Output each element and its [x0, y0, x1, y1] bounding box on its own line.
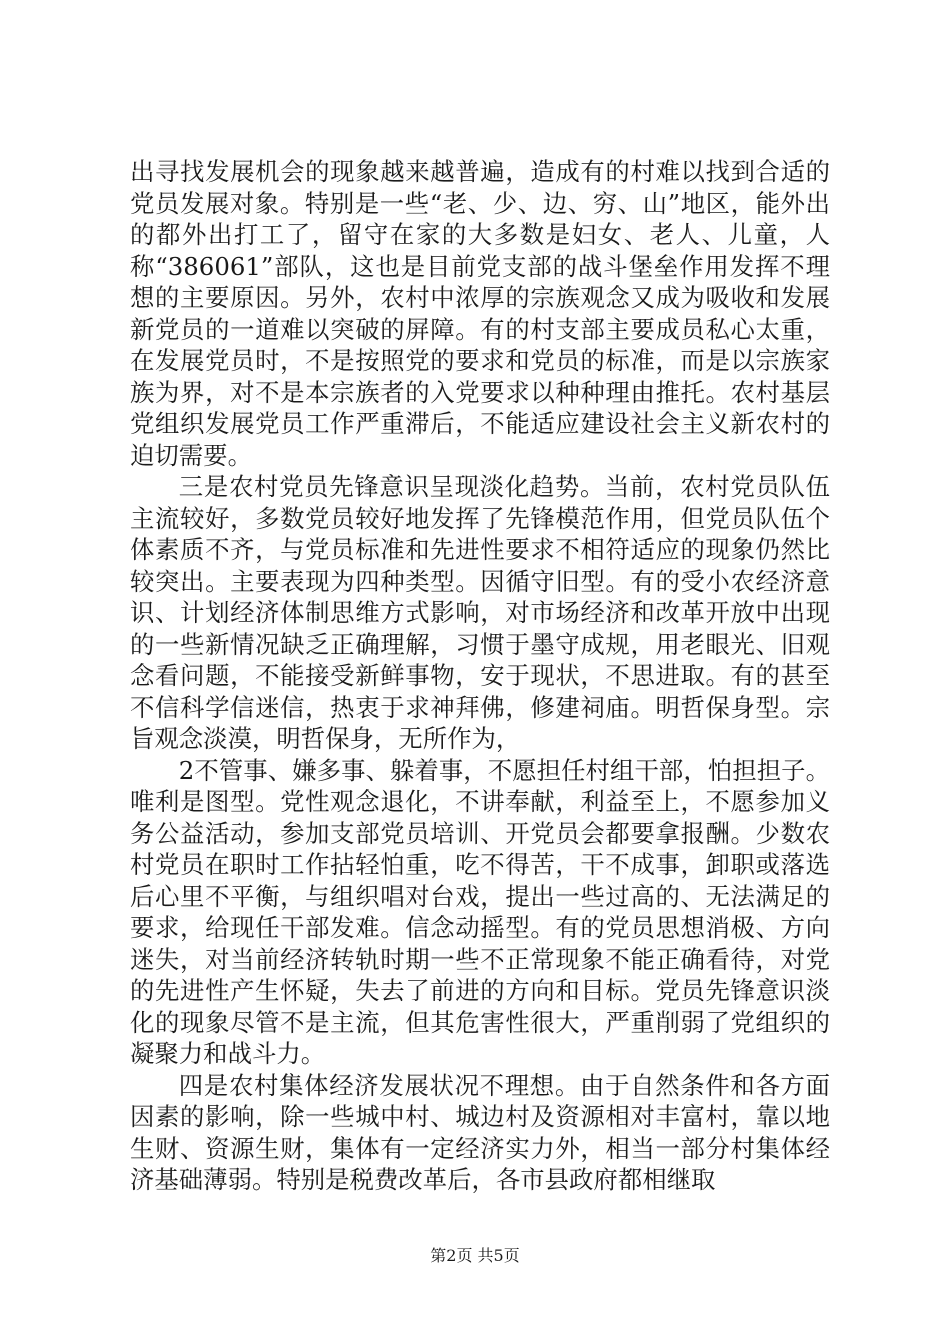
page-number-footer: 第2页 共5页 — [430, 1246, 520, 1265]
document-body — [130, 156, 830, 1196]
paragraph-member-types: 2不管事、嫌多事、躲着事，不愿担任村组干部，怕担担子。唯利是图型。党性观念退化，不讲奉献，利益至上，不愿参加义务公益活动，参加支部党员培训、开党员会都要拿报酬。少数农村党员在职时工作拈轻怕重，吃不得苦，干不成事，卸职或落选后心里不平衡，与组织唱对台戏，提出一些过高的、无法满足的要求，给现任干部发难。信念动摇型。有的党员思想消极、方向迷失，对当前经济转轨时期一些不正常现象不能正确看待，对党的先进性产生怀疑，失去了前进的方向和目标。党员先锋意识淡化的现象尽管不是主流，但其危害性很大，严重削弱了党组织的凝聚力和战斗力。 — [130, 755, 830, 1068]
paragraph-continued: 出寻找发展机会的现象越来越普遍，造成有的村难以找到合适的党员发展对象。特别是一些“老、少、边、穷、山”地区，能外出的都外出打工了，留守在家的大多数是妇女、老人、儿童，人称“386061”部队，这也是目前党支部的战斗堡垒作用发挥不理想的主要原因。另外，农村中浓厚的宗族观念又成为吸收和发展新党员的一道难以突破的屏障。有的村支部主要成员私心太重，在发展党员时，不是按照党的要求和党员的标准，而是以宗族家族为界，对不是本宗族者的入党要求以种种理由推托。农村基层党组织发展党员工作严重滞后，不能适应建设社会主义新农村的迫切需要。 — [130, 157, 830, 470]
paragraph-collective-economy: 四是农村集体经济发展状况不理想。由于自然条件和各方面因素的影响，除一些城中村、城边村及资源相对丰富村，靠以地生财、资源生财，集体有一定经济实力外，相当一部分村集体经济基础薄弱。特别是税费改革后，各市县政府都相继取 — [130, 1070, 830, 1194]
paragraph-party-member-awareness: 三是农村党员先锋意识呈现淡化趋势。当前，农村党员队伍主流较好，多数党员较好地发挥了先锋模范作用，但党员队伍个体素质不齐，与党员标准和先进性要求不相符适应的现象仍然比较突出。主要表现为四种类型。因循守旧型。有的受小农经济意识、计划经济体制思维方式影响，对市场经济和改革开放中出现的一些新情况缺乏正确理解，习惯于墨守成规，用老眼光、旧观念看问题，不能接受新鲜事物，安于现状，不思进取。有的甚至不信科学信迷信，热衷于求神拜佛，修建祠庙。明哲保身型。宗旨观念淡漠，明哲保身，无所作为， — [130, 472, 830, 753]
